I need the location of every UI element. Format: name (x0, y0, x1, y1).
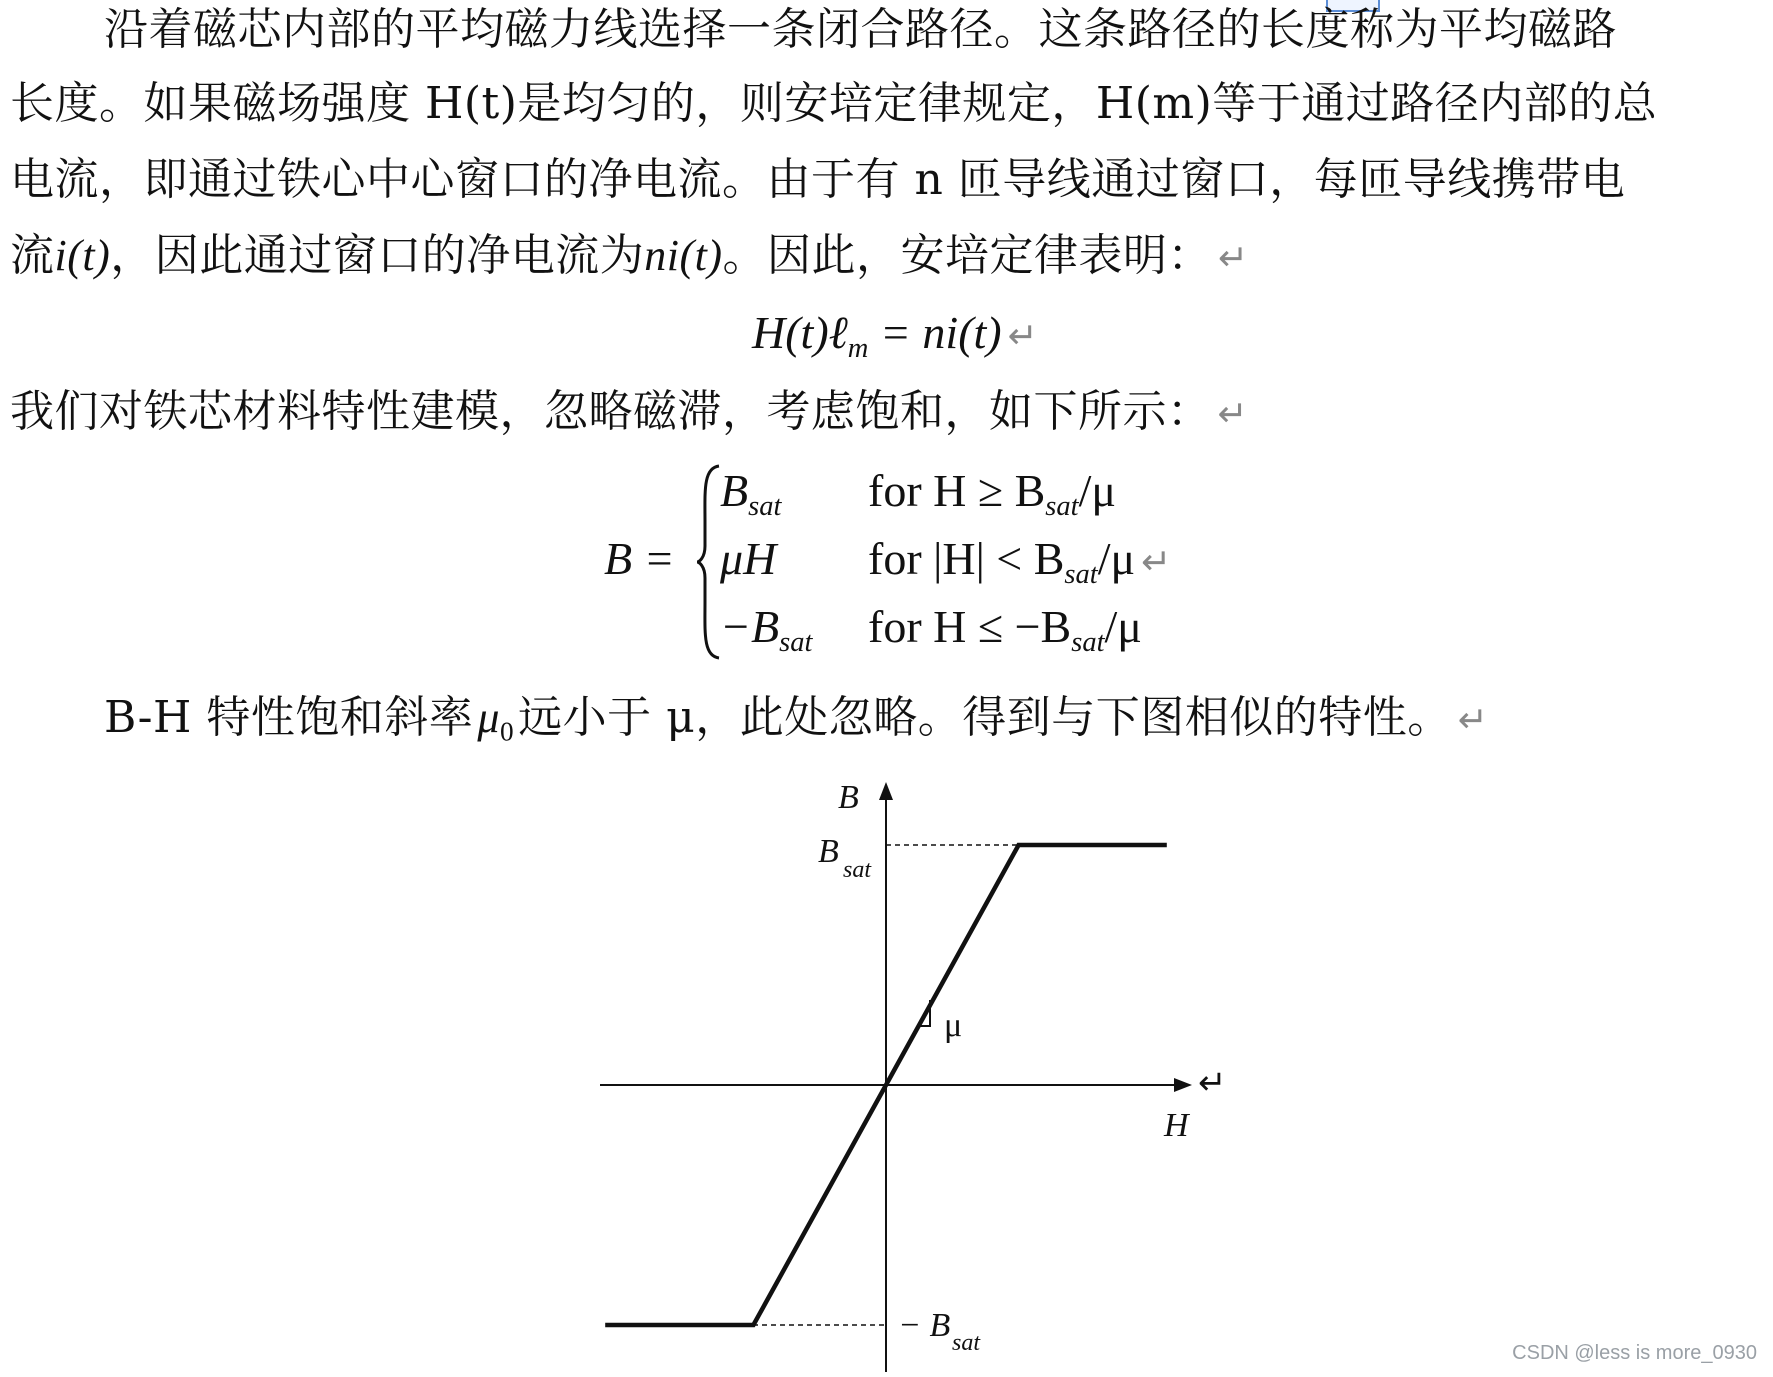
slope-label: μ (944, 1007, 963, 1044)
x-axis-label: H (1164, 1107, 1189, 1144)
neg-bsat-label: − B (898, 1307, 951, 1344)
b-axis-arrowhead (879, 782, 893, 800)
equation1-lhs: H(t)ℓ (752, 307, 848, 358)
case1-condition-sub: sat (1045, 491, 1079, 523)
return-mark: ↵ (1141, 542, 1172, 583)
case3-value-sub: sat (779, 627, 813, 659)
case1-value-text: B (720, 465, 749, 516)
paragraph3-text-a: B-H 特性饱和斜率 (104, 692, 474, 743)
h-axis-arrowhead (1174, 1078, 1192, 1092)
case1-condition-text: for H ≥ B (868, 465, 1046, 516)
bsat-label: B (818, 833, 839, 870)
paragraph2-text: 我们对铁芯材料特性建模，忽略磁滞，考虑饱和，如下所示： (10, 386, 1212, 437)
variable-mu0-symbol: μ (477, 693, 500, 742)
watermark: CSDN @less is more_0930 (1512, 1342, 1757, 1364)
paragraph1-line1-text: 沿着磁芯内部的平均磁力线选择一条闭合路径。这条路径的长度称为平均磁路 (104, 4, 1617, 55)
case1-condition-tail: /μ (1078, 465, 1117, 516)
return-mark: ↵ (1007, 316, 1038, 357)
case1-value-sub: sat (748, 491, 782, 523)
case2-condition-text: for |H| < B (868, 533, 1065, 584)
variable-n-i-t: ni(t) (644, 231, 723, 280)
paragraph1-line3-text: 电流，即通过铁心中心窗口的净电流。由于有 n 匝导线通过窗口，每匝导线携带电 (10, 154, 1626, 205)
equation1-lhs-subscript: m (847, 333, 869, 365)
return-mark: ↵ (1218, 238, 1249, 279)
case2-condition-sub: sat (1064, 559, 1098, 591)
variable-i-t: i(t) (54, 231, 111, 280)
paragraph3-text-b: 远小于 μ，此处忽略。得到与下图相似的特性。 (518, 692, 1452, 743)
case2-value-text: μH (720, 533, 777, 584)
bsat-label-sub: sat (843, 857, 872, 883)
case3-condition-tail: /μ (1104, 601, 1142, 652)
neg-bsat-label-sub: sat (952, 1330, 981, 1356)
case3-condition-sub: sat (1071, 627, 1105, 659)
return-mark: ↵ (1217, 394, 1249, 435)
equation1-rhs: = ni(t) (868, 307, 1002, 358)
return-mark: ↵ (1457, 700, 1489, 741)
paragraph1-line2-text: 长度。如果磁场强度 H(t)是均匀的，则安培定律规定，H(m)等于通过路径内部的总 (10, 78, 1658, 129)
case3-condition-text: for H ≤ −B (868, 601, 1072, 652)
case2-condition-tail: /μ (1097, 533, 1136, 584)
paragraph1-line4-text-a: 流 (10, 230, 55, 281)
piecewise-lhs-text: B = (604, 533, 675, 584)
return-mark: ↵ (1198, 1063, 1227, 1103)
y-axis-label: B (838, 779, 859, 816)
paragraph1-line4-text-c: 。因此，安培定律表明： (722, 230, 1213, 281)
paragraph1-line4-text-b: ，因此通过窗口的净电流为 (110, 230, 645, 281)
variable-mu0-sub: 0 (499, 716, 515, 747)
case3-value-text: −B (720, 601, 780, 652)
